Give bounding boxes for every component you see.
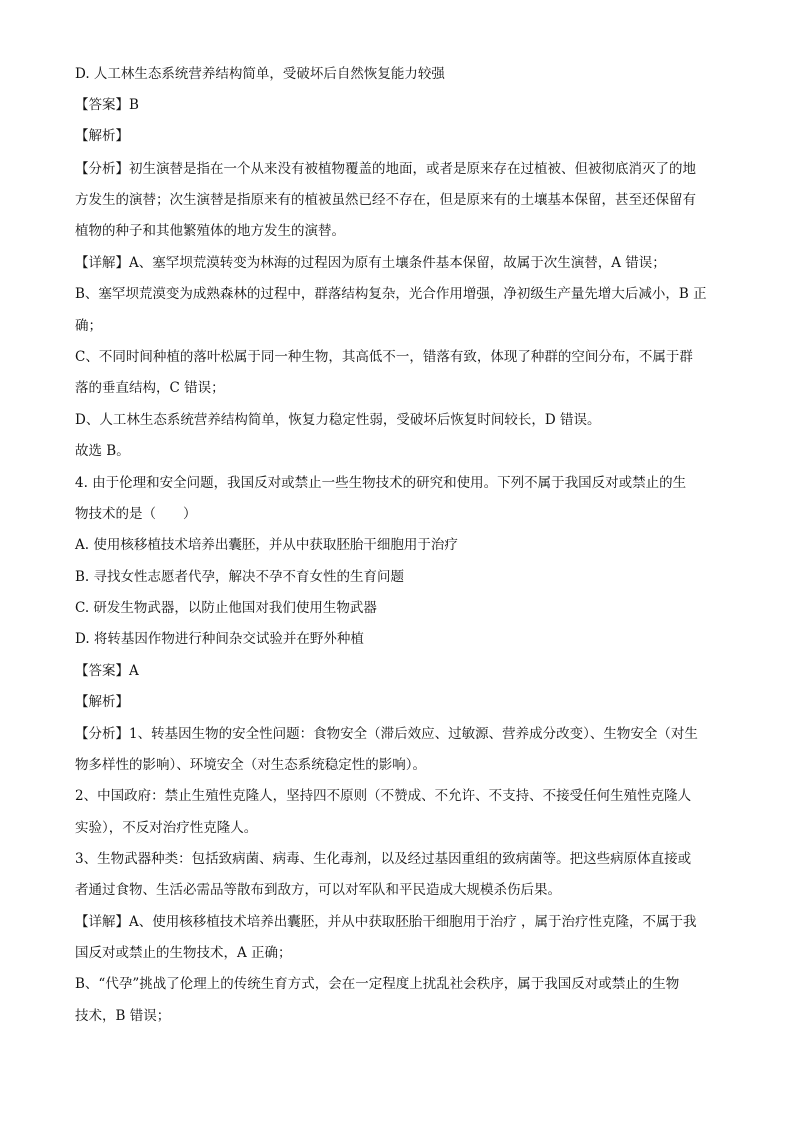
answer-label: 【答案】B (75, 97, 139, 113)
option-d: D. 将转基因作物进行种间杂交试验并在野外种植 (75, 631, 364, 647)
detail-text-line: B、“代孕”挑战了伦理上的传统生育方式，会在一定程度上扰乱社会秩序，属于我国反对或禁止的生物 (75, 976, 680, 992)
detail-text-line: C、不同时间种植的落叶松属于同一种生物，其高低不一，错落有致，体现了种群的空间分布，不属于群 (75, 349, 693, 365)
detail-text-line: 确； (75, 318, 102, 334)
conclusion-text: 故选 B。 (75, 443, 130, 459)
answer-label: 【答案】A (75, 663, 139, 679)
analysis-text-line: 实验），不反对治疗性克隆人。 (75, 820, 258, 836)
question-4-stem: 物技术的是（ ） (75, 506, 197, 522)
analysis-text-line: 2、中国政府：禁止生殖性克隆人，坚持四不原则（不赞成、不允许、不支持、不接受任何生殖性克隆人 (75, 788, 692, 804)
option-d-previous-question: D. 人工林生态系统营养结构简单，受破坏后自然恢复能力较强 (75, 66, 445, 82)
detail-text-line: D、人工林生态系统营养结构简单，恢复力稳定性弱，受破坏后恢复时间较长，D 错误。 (75, 412, 601, 428)
analysis-text-line: 植物的种子和其他繁殖体的地方发生的演替。 (75, 223, 345, 239)
analysis-text-line: 【分析】初生演替是指在一个从来没有被植物覆盖的地面，或者是原来存在过植被、但被彻底消灭了的地 (75, 161, 696, 177)
analysis-heading: 【解析】 (75, 128, 129, 144)
analysis-text-line: 【分析】1、转基因生物的安全性问题：食物安全（滞后效应、过敏源、营养成分改变）、生物安全（对生 (75, 726, 698, 742)
option-c: C. 研发生物武器，以防止他国对我们使用生物武器 (75, 600, 377, 616)
detail-text-line: 国反对或禁止的生物技术，A 正确； (75, 945, 292, 961)
analysis-text-line: 物多样性的影响）、环境安全（对生态系统稳定性的影响）。 (75, 757, 426, 773)
question-4-stem: 4. 由于伦理和安全问题，我国反对或禁止一些生物技术的研究和使用。下列不属于我国反对或禁止的生 (75, 475, 687, 491)
detail-text-line: 【详解】A、塞罕坝荒漠转变为林海的过程因为原有土壤条件基本保留，故属于次生演替，A 错误； (75, 255, 666, 271)
detail-text-line: B、塞罕坝荒漠变为成熟森林的过程中，群落结构复杂，光合作用增强，净初级生产量先增大后减小，B 正 (75, 286, 707, 302)
analysis-text-line: 方发生的演替；次生演替是指原来有的植被虽然已经不存在，但是原来有的土壤基本保留，甚至还保留有 (75, 192, 696, 208)
analysis-text-line: 3、生物武器种类：包括致病菌、病毒、生化毒剂，以及经过基因重组的致病菌等。把这些病原体直接或 (75, 851, 692, 867)
option-a: A. 使用核移植技术培养出囊胚，并从中获取胚胎干细胞用于治疗 (75, 537, 458, 553)
detail-text-line: 技术，B 错误； (75, 1008, 171, 1024)
analysis-heading: 【解析】 (75, 694, 129, 710)
detail-text-line: 落的垂直结构，C 错误； (75, 380, 225, 396)
analysis-text-line: 者通过食物、生活必需品等散布到敌方，可以对军队和平民造成大规模杀伤后果。 (75, 882, 561, 898)
option-b: B. 寻找女性志愿者代孕，解决不孕不育女性的生育问题 (75, 569, 405, 585)
detail-text-line: 【详解】A、使用核移植技术培养出囊胚，并从中获取胚胎干细胞用于治疗 ，属于治疗性克隆，不属于我 (75, 914, 697, 930)
